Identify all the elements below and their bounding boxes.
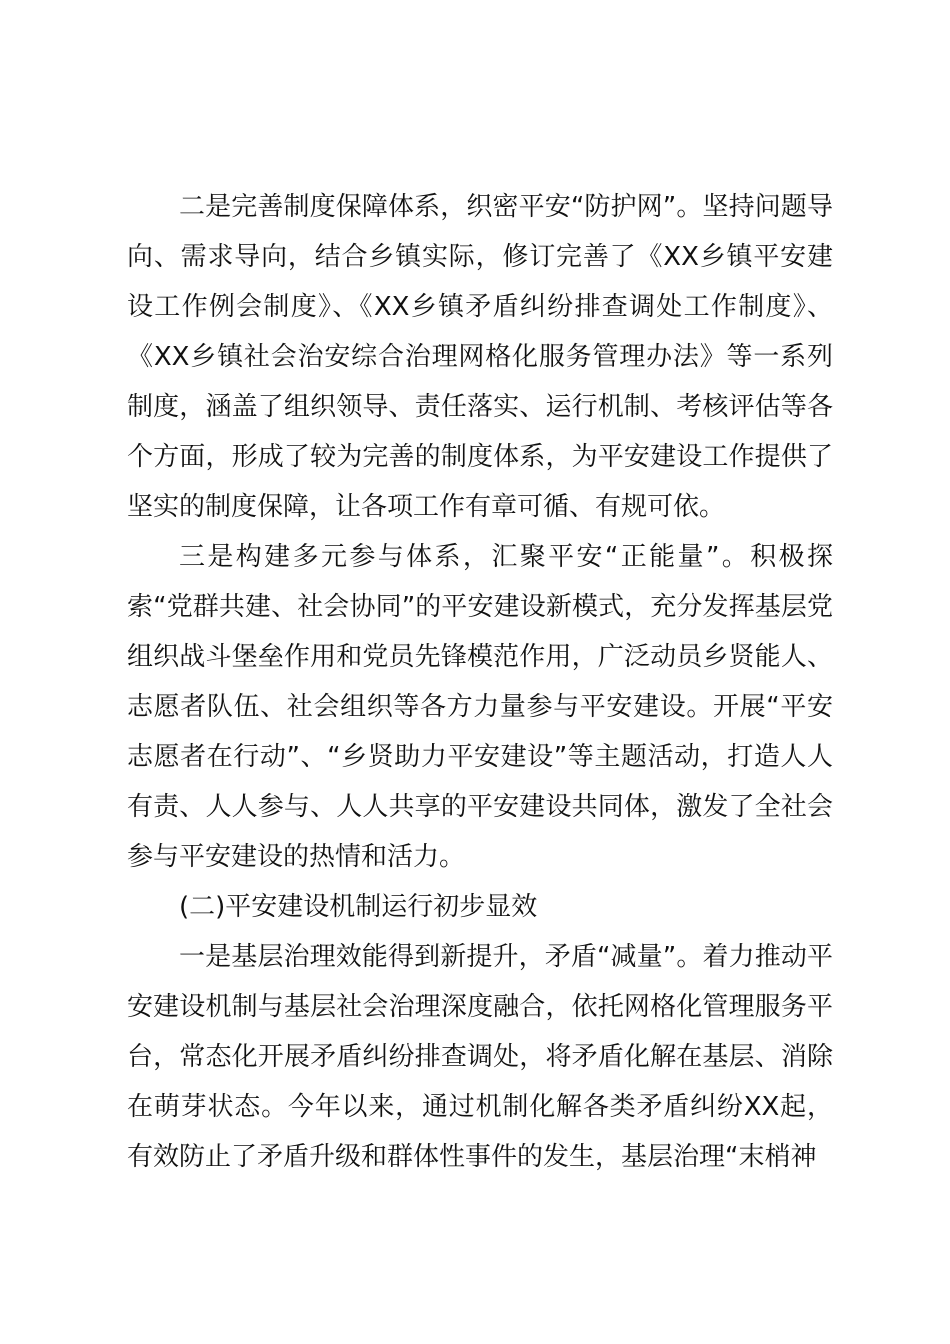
paragraph-multi-participation: 三是构建多元参与体系，汇聚平安“正能量”。积极探索“党群共建、社会协同”的平安建设新模式，充分发挥基层党组织战斗堡垒作用和党员先锋模范作用，广泛动员乡贤能人、志愿者队伍、社会组织等各方力量参与平安建设。开展“平安志愿者在行动”、“乡贤助力平安建设”等主题活动，打造人人有责、人人参与、人人共享的平安建设共同体，激发了全社会参与平安建设的热情和活力。 [127,542,833,872]
paragraph-system-guarantee: 二是完善制度保障体系，织密平安“防护网”。坚持问题导向、需求导向，结合乡镇实际，修订完善了《XX乡镇平安建设工作例会制度》、《XX乡镇矛盾纠纷排查调处工作制度》、《XX乡镇社会治安综合治理网格化服务管理办法》等一系列制度，涵盖了组织领导、责任落实、运行机制、考核评估等各个方面，形成了较为完善的制度体系，为平安建设工作提供了坚实的制度保障，让各项工作有章可循、有规可依。 [127,192,833,522]
document-body [127,182,833,1182]
section-heading: (二)平安建设机制运行初步显效 [179,892,538,922]
paragraph-governance-efficiency: 一是基层治理效能得到新提升，矛盾“减量”。着力推动平安建设机制与基层社会治理深度融合，依托网格化管理服务平台，常态化开展矛盾纠纷排查调处，将矛盾化解在基层、消除在萌芽状态。今年以来，通过机制化解各类矛盾纠纷XX起，有效防止了矛盾升级和群体性事件的发生，基层治理“末梢神 [127,942,833,1172]
